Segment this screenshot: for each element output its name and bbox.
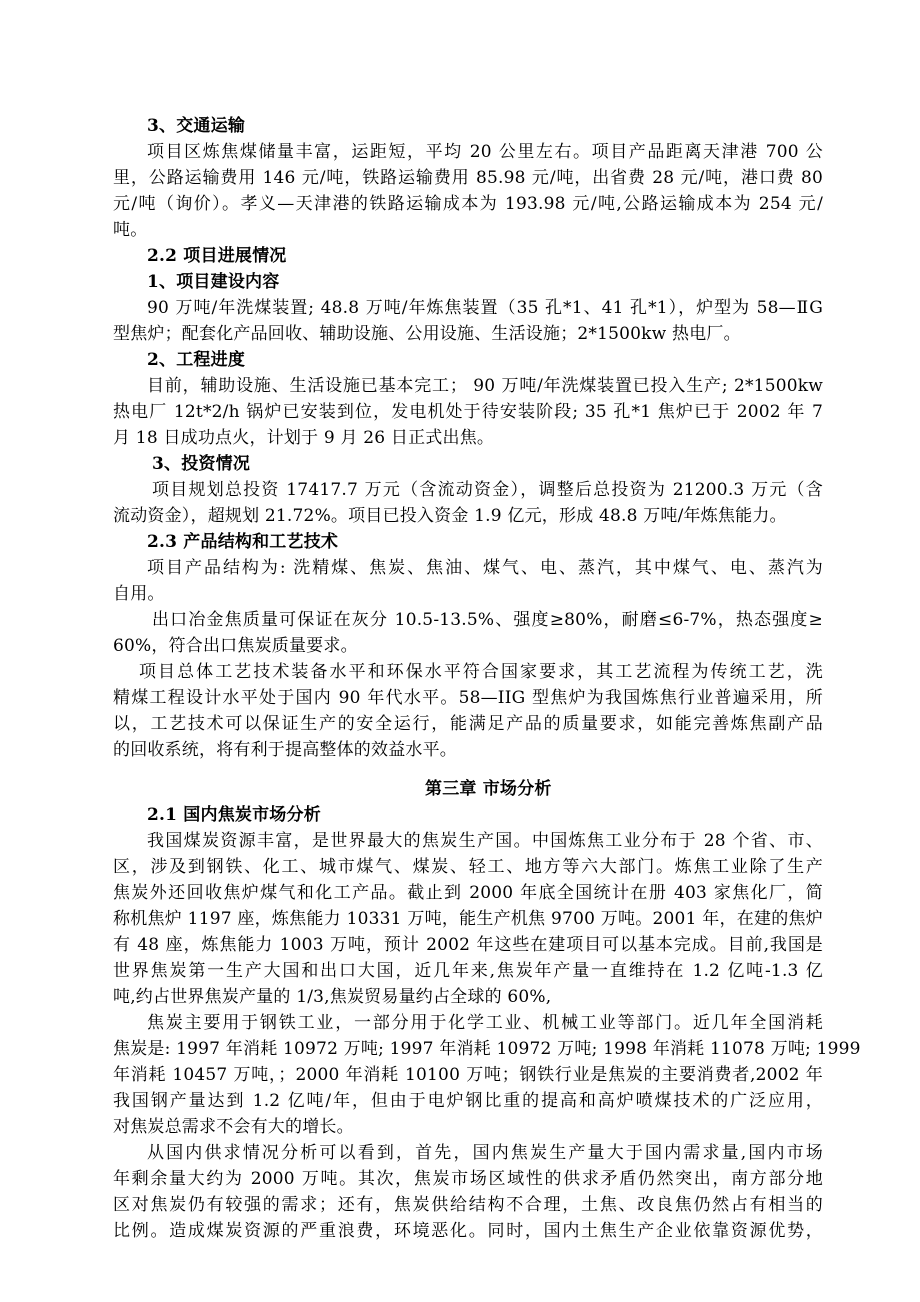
paragraph-line: 里，公路运输费用 146 元/吨，铁路运输费用 85.98 元/吨，出省费 28 元/吨，港口费 80: [113, 168, 823, 188]
section-heading: 3、投资情况: [152, 454, 251, 474]
paragraph-line: 热电厂 12t*2/h 锅炉已安装到位，发电机处于待安装阶段; 35 孔*1 焦炉已于 2002 年 7: [113, 402, 823, 422]
paragraph-line: 我国钢产量达到 1.2 亿吨/年，但由于电炉钢比重的提高和高炉喷煤技术的广泛应用，: [113, 1091, 823, 1111]
section-heading: 2.1 国内焦炭市场分析: [147, 805, 321, 825]
paragraph-line: 60%，符合出口焦炭质量要求。: [113, 636, 358, 656]
paragraph-line: 自用。: [113, 584, 165, 604]
chapter-title: 第三章 市场分析: [425, 779, 552, 799]
paragraph-line: 区，涉及到钢铁、化工、城市煤气、煤炭、轻工、地方等六大部门。炼焦工业除了生产: [113, 857, 823, 877]
paragraph-line: 项目产品结构为: 洗精煤、焦炭、焦油、煤气、电、蒸汽，其中煤气、电、蒸汽为: [147, 558, 823, 578]
paragraph-line: 以，工艺技术可以保证生产的安全运行，能满足产品的质量要求，如能完善炼焦副产品: [113, 714, 823, 734]
paragraph-line: 出口冶金焦质量可保证在灰分 10.5-13.5%、强度≥80%，耐磨≤6-7%，热态强度≥: [152, 610, 823, 630]
paragraph-line: 项目总体工艺技术装备水平和环保水平符合国家要求，其工艺流程为传统工艺，洗: [139, 662, 823, 682]
paragraph-line: 吨。: [113, 220, 148, 240]
paragraph-line: 精煤工程设计水平处于国内 90 年代水平。58—IIG 型焦炉为我国炼焦行业普遍采用，所: [113, 688, 823, 708]
paragraph-line: 称机焦炉 1197 座，炼焦能力 10331 万吨，能生产机焦 9700 万吨。2001 年，在建的焦炉: [113, 909, 823, 929]
paragraph-line: 目前，辅助设施、生活设施已基本完工； 90 万吨/年洗煤装置已投入生产; 2*1500kw: [147, 376, 823, 396]
paragraph-line: 焦炭外还回收焦炉煤气和化工产品。截止到 2000 年底全国统计在册 403 家焦化厂，简: [113, 883, 823, 903]
paragraph-line: 我国煤炭资源丰富，是世界最大的焦炭生产国。中国炼焦工业分布于 28 个省、市、: [147, 831, 823, 851]
section-heading: 2.3 产品结构和工艺技术: [147, 532, 339, 552]
section-heading: 2.2 项目进展情况: [147, 246, 287, 266]
paragraph-line: 项目区炼焦煤储量丰富，运距短，平均 20 公里左右。项目产品距离天津港 700 公: [147, 142, 823, 162]
paragraph-line: 的回收系统，将有利于提高整体的效益水平。: [113, 740, 457, 760]
section-heading: 1、项目建设内容: [147, 272, 280, 292]
paragraph-line: 比例。造成煤炭资源的严重浪费，环境恶化。同时，国内土焦生产企业依靠资源优势，: [113, 1221, 823, 1241]
paragraph-line: 年消耗 10457 万吨，；2000 年消耗 10100 万吨；钢铁行业是焦炭的主要消费者,2002 年: [113, 1065, 823, 1085]
paragraph-line: 有 48 座，炼焦能力 1003 万吨，预计 2002 年这些在建项目可以基本完成。目前,我国是: [113, 935, 823, 955]
section-heading: 3、交通运输: [147, 116, 246, 136]
paragraph-line: 项目规划总投资 17417.7 万元（含流动资金），调整后总投资为 21200.3 万元（含: [152, 480, 823, 500]
paragraph-line: 流动资金），超规划 21.72%。项目已投入资金 1.9 亿元，形成 48.8 万吨/年炼焦能力。: [113, 506, 787, 526]
paragraph-line: 焦炭主要用于钢铁工业，一部分用于化学工业、机械工业等部门。近几年全国消耗: [147, 1013, 823, 1033]
paragraph-line: 焦炭是: 1997 年消耗 10972 万吨; 1997 年消耗 10972 万吨; 1998 年消耗 11078 万吨; 1999: [113, 1039, 861, 1059]
paragraph-line: 世界焦炭第一生产大国和出口大国，近几年来,焦炭年产量一直维持在 1.2 亿吨-1.3 亿: [113, 961, 823, 981]
section-heading: 2、工程进度: [147, 350, 246, 370]
paragraph-line: 元/吨（询价）。孝义—天津港的铁路运输成本为 193.98 元/吨,公路运输成本为 254 元/: [113, 194, 823, 214]
paragraph-line: 型焦炉；配套化产品回收、辅助设施、公用设施、生活设施；2*1500kw 热电厂。: [113, 324, 741, 344]
paragraph-line: 90 万吨/年洗煤装置; 48.8 万吨/年炼焦装置（35 孔*1、41 孔*1），炉型为 58—ⅡG: [147, 298, 823, 318]
paragraph-line: 从国内供求情况分析可以看到，首先，国内焦炭生产量大于国内需求量,国内市场: [147, 1143, 823, 1163]
paragraph-line: 对焦炭总需求不会有大的增长。: [113, 1117, 354, 1137]
paragraph-line: 区对焦炭仍有较强的需求；还有，焦炭供给结构不合理，土焦、改良焦仍然占有相当的: [113, 1195, 823, 1215]
paragraph-line: 月 18 日成功点火，计划于 9 月 26 日正式出焦。: [113, 428, 495, 448]
paragraph-line: 年剩余量大约为 2000 万吨。其次，焦炭市场区域性的供求矛盾仍然突出，南方部分地: [113, 1169, 823, 1189]
paragraph-line: 吨,约占世界焦炭产量的 1/3,焦炭贸易量约占全球的 60%,: [113, 987, 552, 1007]
